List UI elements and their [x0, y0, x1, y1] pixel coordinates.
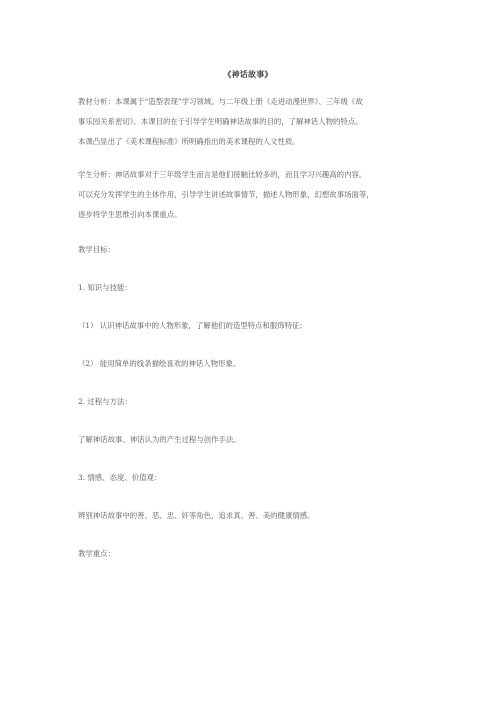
- goal-emotion-text: [78, 506, 438, 526]
- paragraph-student-analysis: [78, 165, 438, 225]
- text-line: 1. 知识与技能：: [78, 283, 132, 292]
- text-line: 了解神话故事、神话认为的产生过程与创作手法。: [78, 435, 241, 444]
- text-line: 可以充分发挥学生的主体作用，引导学生讲述故事情节，描述人物形象，幻想故事场面等，: [78, 190, 374, 199]
- text-line: （1） 认识神话故事中的人物形象，了解他们的造型特点和服饰特征；: [78, 321, 307, 330]
- goal-process-methods: [78, 392, 438, 412]
- goal-emotion-values: [78, 468, 438, 488]
- goal-item-2: [78, 354, 438, 374]
- goal-knowledge-skills: [78, 278, 438, 298]
- text-line: 学生分析：神话故事对于三年级学生而言是他们接触比较多的，而且学习兴趣高的内容。: [78, 170, 367, 179]
- text-line: 教学重点：: [78, 549, 115, 558]
- goal-item-1: [78, 316, 438, 336]
- text-line: 教材分析：本课属于“造型表现”学习领域。与二年级上册《走进动漫世界》、三年级《故: [78, 97, 363, 106]
- text-line: 本课凸显出了《美术课程标准》所明确指出的美术课程的人文性质。: [78, 137, 300, 146]
- text-line: 事乐园关系密切》。本课目的在于引导学生明确神话故事的目的，了解神话人物的特点。: [78, 117, 363, 126]
- text-line: （2） 能用简单的线条描绘喜欢的神话人物形象。: [78, 359, 241, 368]
- text-line: 2. 过程与方法：: [78, 397, 132, 406]
- paragraph-material-analysis: [78, 92, 438, 152]
- text-line: 3. 情感、态度、价值观：: [78, 473, 162, 482]
- goal-process-text: [78, 430, 438, 450]
- document-title: 《神话故事》: [223, 69, 273, 79]
- heading-teaching-focus: [78, 544, 438, 564]
- text-line: 辨别神话故事中的善、恶、忠、奸等角色，追求真、善、美的健康情感。: [78, 511, 315, 520]
- text-line: 教学目标：: [78, 245, 115, 254]
- text-line: 逐步将学生思维引向本课重点。: [78, 210, 182, 219]
- heading-teaching-goals: [78, 240, 438, 260]
